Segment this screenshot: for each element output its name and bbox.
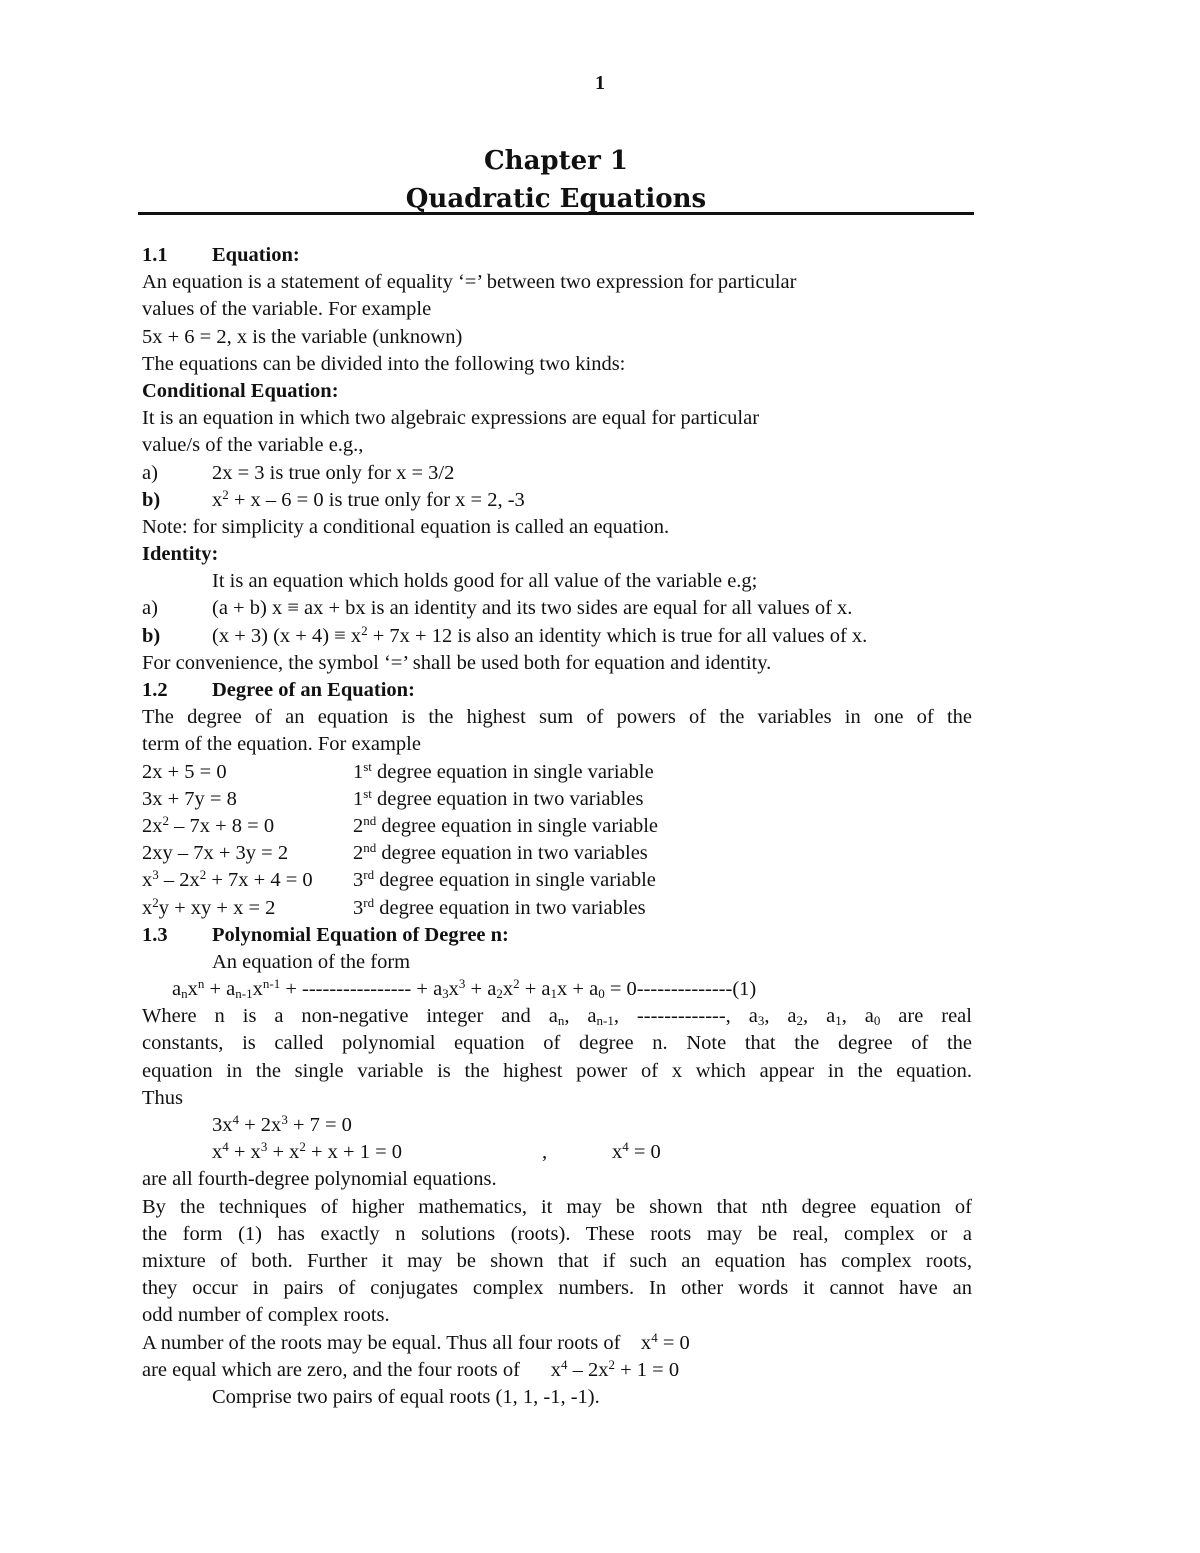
degree-desc: degree equation in two variables <box>374 896 646 919</box>
chapter-label: Chapter 1 <box>483 146 628 176</box>
list-item <box>142 460 972 487</box>
list-text: (a + b) x ≡ ax + bx is an identity and its two sides are equal for all values of x. <box>212 597 853 620</box>
ordinal: nd <box>363 840 377 856</box>
degree-desc: degree equation in two variables <box>371 787 644 810</box>
paragraph-line: An equation is a statement of equality ‘=’ between two expression for particular <box>142 271 797 294</box>
page-number: 1 <box>595 72 605 94</box>
subheading-identity: Identity: <box>142 543 219 566</box>
list-text: + 7x + 12 is also an identity which is true for all values of x. <box>367 624 868 647</box>
paragraph-line: constants, is called polynomial equation of degree n. Note that the degree of the <box>142 1032 972 1055</box>
ordinal: st <box>363 785 372 801</box>
paragraph-line: It is an equation which holds good for all value of the variable e.g; <box>212 570 758 593</box>
degree-number: 3 <box>353 896 364 919</box>
paragraph-line: The equations can be divided into the following two kinds: <box>142 352 626 375</box>
degree-desc: degree equation in single variable <box>376 814 659 837</box>
example-line: 5x + 6 = 2, x is the variable (unknown) <box>142 325 463 348</box>
ordinal: rd <box>363 894 375 910</box>
paragraph-line: value/s of the variable e.g., <box>142 434 364 457</box>
title-rule <box>138 212 974 215</box>
paragraph-line: The degree of an equation is the highest sum of powers of the variables in one of the <box>142 706 972 729</box>
list-item <box>142 487 972 514</box>
degree-number: 1 <box>353 787 364 810</box>
degree-number: 1 <box>353 760 364 783</box>
degree-row <box>142 759 972 786</box>
math: (x + 3) (x + 4) ≡ x <box>212 624 362 647</box>
section-1-3-heading <box>142 922 972 949</box>
section-number: 1.1 <box>142 244 168 266</box>
equation: $x^3 - 2x^2 + 7x + 4 = 0$ <box>142 867 313 892</box>
page-content <box>142 242 972 1411</box>
paragraph-line: are all fourth-degree polynomial equations. <box>142 1168 497 1191</box>
paragraph-line: An equation of the form <box>212 950 411 973</box>
degree-row <box>142 813 972 840</box>
section-title: Degree of an Equation: <box>212 679 415 701</box>
exponent: 2 <box>361 622 368 638</box>
degree-number: 3 <box>353 869 364 892</box>
section-1-2-heading <box>142 677 972 704</box>
paragraph-line: Comprise two pairs of equal roots (1, 1, -1, -1). <box>212 1385 600 1408</box>
degree-row <box>142 840 972 867</box>
note-line: Note: for simplicity a conditional equation is called an equation. <box>142 515 670 538</box>
subheading-conditional: Conditional Equation: <box>142 379 339 402</box>
equation: 2x + 5 = 0 <box>142 760 227 783</box>
list-label: a) <box>142 461 158 484</box>
paragraph-line: Thus <box>142 1086 183 1109</box>
degree-desc: degree equation in single variable <box>371 760 654 783</box>
paragraph-line: For convenience, the symbol ‘=’ shall be used both for equation and identity. <box>142 651 772 674</box>
degree-row <box>142 867 972 894</box>
paragraph-line: the form (1) has exactly n solutions (roots). These roots may be real, complex or a <box>142 1222 972 1245</box>
section-number: 1.3 <box>142 923 168 946</box>
math: x <box>212 488 223 511</box>
chapter-heading <box>138 142 974 218</box>
paragraph-line: are equal which are zero, and the four roots of $x^4 - 2x^2 + 1 = 0$ <box>142 1356 680 1381</box>
section-title: Equation: <box>212 244 300 266</box>
list-label: b) <box>142 488 161 511</box>
list-text: 2x = 3 is true only for x = 3/2 <box>212 461 455 484</box>
degree-desc: degree equation in single variable <box>374 869 656 892</box>
section-1-1-heading <box>142 242 972 269</box>
ordinal: nd <box>363 812 377 828</box>
paragraph-line: they occur in pairs of conjugates complex numbers. In other words it cannot have an <box>142 1277 972 1300</box>
degree-row <box>142 895 972 922</box>
paragraph-line: A number of the roots may be equal. Thus all four roots of $x^4 = 0$ <box>142 1329 690 1354</box>
equation: 3x + 7y = 8 <box>142 787 237 810</box>
paragraph-line: By the techniques of higher mathematics, it may be shown that nth degree equation of <box>142 1195 972 1218</box>
equation: $x^2y$ + xy + x = 2 <box>142 894 276 919</box>
degree-desc: degree equation in two variables <box>376 842 648 865</box>
list-label: b) <box>142 624 161 647</box>
section-number: 1.2 <box>142 679 168 701</box>
paragraph-line: odd number of complex roots. <box>142 1304 390 1327</box>
ordinal: rd <box>363 867 375 883</box>
example-equation: $x^4 + x^3 + x^2 + x + 1 = 0$ , $x^4 = 0$ <box>212 1139 661 1164</box>
paragraph-line: term of the equation. For example <box>142 733 421 756</box>
list-item <box>142 595 972 622</box>
paragraph-line: It is an equation in which two algebraic expressions are equal for particular <box>142 407 760 430</box>
degree-row <box>142 786 972 813</box>
polynomial-formula: $a_nx^n + a_{n-1}x^{n-1}$ + ---------------- + $a_3x^3 + a_2x^2 + a_1x + a_0 = 0--------------(1)$ <box>172 976 757 1002</box>
paragraph-line: mixture of both. Further it may be shown that if such an equation has complex roots, <box>142 1249 972 1272</box>
list-label: a) <box>142 597 158 620</box>
chapter-title: Quadratic Equations <box>405 184 707 214</box>
equation: 2xy – 7x + 3y = 2 <box>142 842 289 865</box>
list-item <box>142 623 972 650</box>
list-text: + x – 6 = 0 is true only for x = 2, -3 <box>228 488 525 511</box>
degree-number: 2 <box>353 842 364 865</box>
paragraph-line: equation in the single variable is the highest power of x which appear in the equation. <box>142 1059 972 1082</box>
exponent: 2 <box>222 486 229 502</box>
section-title: Polynomial Equation of Degree n: <box>212 923 509 946</box>
paragraph-line: Where n is a non-negative integer and $a_n$, $a_{n-1}$, -------------, $a_3$, $a_2$, $a_1$, $a_0$ are real <box>142 1005 972 1029</box>
equation: $2x^2 - 7x + 8 = 0$ <box>142 812 275 837</box>
example-equation: $3x^4 + 2x^3 + 7 = 0$ <box>212 1112 352 1136</box>
paragraph-line: values of the variable. For example <box>142 298 432 321</box>
degree-number: 2 <box>353 814 364 837</box>
ordinal: st <box>363 758 372 774</box>
